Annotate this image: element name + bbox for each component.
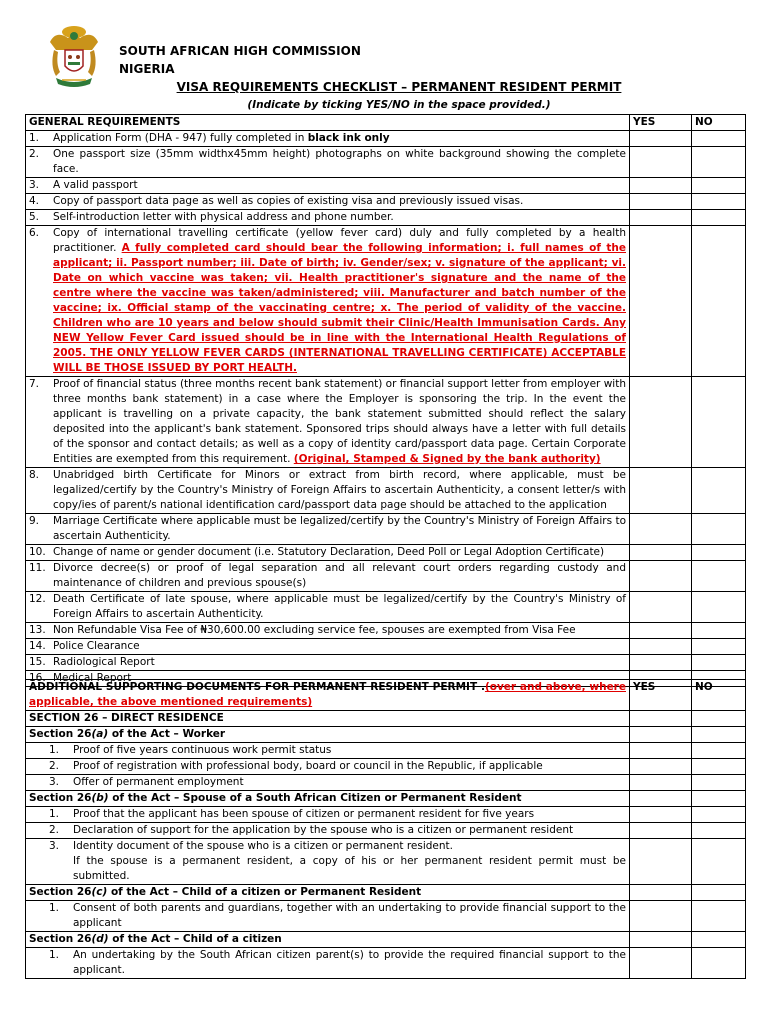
- no-column-header: NO: [692, 115, 746, 131]
- item-text: [53, 468, 626, 513]
- yes-checkbox-cell[interactable]: [630, 194, 692, 210]
- yes-checkbox-cell[interactable]: [630, 711, 692, 727]
- item-number: 1.: [49, 808, 60, 820]
- section-letter: (b): [91, 792, 109, 804]
- additional-heading-text: ADDITIONAL SUPPORTING DOCUMENTS FOR PERMANENT RESIDENT PERMIT .: [29, 681, 485, 693]
- table-row: [26, 623, 746, 639]
- table-row: [26, 775, 746, 791]
- section-prefix: Section 26: [29, 792, 92, 804]
- yes-checkbox-cell[interactable]: [630, 807, 692, 823]
- requirement-cell: [26, 623, 630, 639]
- yes-checkbox-cell[interactable]: [630, 210, 692, 226]
- requirement-cell: [26, 131, 630, 147]
- list-item: [29, 759, 626, 774]
- yes-checkbox-cell[interactable]: [630, 131, 692, 147]
- item-number: 2.: [29, 148, 40, 160]
- section-letter: (c): [91, 886, 108, 898]
- no-checkbox-cell[interactable]: [692, 592, 746, 623]
- no-checkbox-cell[interactable]: [692, 901, 746, 932]
- list-item: [29, 514, 626, 544]
- item-body: Divorce decree(s) or proof of legal separation and all relevant court orders regarding custody and maintenance of children and previous spouse(s): [53, 562, 626, 589]
- requirement-cell: [26, 759, 630, 775]
- section-prefix: Section 26: [29, 728, 92, 740]
- item-number: 11.: [29, 562, 46, 574]
- yes-checkbox-cell[interactable]: [630, 639, 692, 655]
- list-item: [29, 194, 626, 209]
- requirement-cell: [26, 210, 630, 226]
- table-header-row: [26, 680, 746, 711]
- section-title: of the Act – Child of a citizen: [108, 933, 282, 945]
- yes-checkbox-cell[interactable]: [630, 147, 692, 178]
- no-checkbox-cell[interactable]: [692, 759, 746, 775]
- table-row: [26, 468, 746, 514]
- item-body: Proof that the applicant has been spouse of citizen or permanent resident for five years: [73, 808, 535, 820]
- list-item: [29, 545, 626, 560]
- list-item: [29, 210, 626, 225]
- item-body: An undertaking by the South African citizen parent(s) to provide the required financial support to the applicant.: [73, 949, 626, 976]
- list-item: [29, 468, 626, 513]
- list-item: [29, 561, 626, 591]
- requirement-cell: [26, 948, 630, 979]
- yes-checkbox-cell[interactable]: [630, 468, 692, 514]
- requirement-cell: [26, 561, 630, 592]
- table-row: [26, 226, 746, 377]
- item-text: [73, 948, 626, 978]
- table-row: [26, 743, 746, 759]
- item-number: 9.: [29, 515, 40, 527]
- item-body: Death Certificate of late spouse, where applicable must be legalized/certify by the Country's Ministry of Foreign Affairs to ascertain Authenticity.: [53, 593, 626, 620]
- table-row: [26, 592, 746, 623]
- requirement-cell: [26, 545, 630, 561]
- item-number: 15.: [29, 656, 46, 668]
- no-checkbox-cell[interactable]: [692, 807, 746, 823]
- item-text: [73, 743, 626, 758]
- page-subtitle: (Indicate by ticking YES/NO in the space provided.): [247, 99, 551, 111]
- item-body-note: If the spouse is a permanent resident, a copy of his or her permanent resident permit must be submitted.: [73, 855, 626, 882]
- section-heading: [26, 932, 630, 948]
- yes-checkbox-cell[interactable]: [630, 655, 692, 671]
- no-checkbox-cell[interactable]: [692, 839, 746, 885]
- requirement-cell: [26, 468, 630, 514]
- requirement-cell: [26, 514, 630, 545]
- requirement-cell: [26, 194, 630, 210]
- table-row: [26, 131, 746, 147]
- no-column-header: NO: [692, 680, 746, 711]
- no-checkbox-cell[interactable]: [692, 194, 746, 210]
- no-checkbox-cell[interactable]: [692, 226, 746, 377]
- yes-checkbox-cell[interactable]: [630, 839, 692, 885]
- section-title: of the Act – Child of a citizen or Permanent Resident: [107, 886, 422, 898]
- table-row: [26, 545, 746, 561]
- item-body: One passport size (35mm widthx45mm height) photographs on white background showing the complete face.: [53, 148, 626, 175]
- item-number: 3.: [29, 179, 40, 191]
- list-item: [29, 178, 626, 193]
- list-item: [29, 839, 626, 884]
- item-number: 16.: [29, 672, 46, 684]
- list-item: [29, 901, 626, 931]
- requirement-cell: [26, 655, 630, 671]
- item-text: [73, 901, 626, 931]
- yes-checkbox-cell[interactable]: [630, 377, 692, 468]
- section-heading: [26, 791, 630, 807]
- no-checkbox-cell[interactable]: [692, 468, 746, 514]
- item-body: Change of name or gender document (i.e. Statutory Declaration, Deed Poll or Legal Adoption Certificate): [53, 546, 605, 558]
- list-item: [29, 775, 626, 790]
- no-checkbox-cell[interactable]: [692, 791, 746, 807]
- section-heading-row: [26, 932, 746, 948]
- item-text: [53, 561, 626, 591]
- table-row: [26, 210, 746, 226]
- item-number: 14.: [29, 640, 46, 652]
- item-number: 5.: [29, 211, 40, 223]
- item-body: A valid passport: [53, 179, 138, 191]
- table-row: [26, 377, 746, 468]
- table-row: [26, 839, 746, 885]
- no-checkbox-cell[interactable]: [692, 948, 746, 979]
- item-body: Unabridged birth Certificate for Minors or extract from birth record, where applicable, must be legalized/certify by the Country's Ministry of Foreign Affairs to ascertain Authenticity, a consent letter/s with copy/ies of parent/s national identification card/passport data page should be attached to the application: [53, 469, 626, 511]
- item-text: [53, 210, 626, 225]
- no-checkbox-cell[interactable]: [692, 727, 746, 743]
- yes-checkbox-cell[interactable]: [630, 901, 692, 932]
- section-prefix: Section 26: [29, 933, 92, 945]
- no-checkbox-cell[interactable]: [692, 377, 746, 468]
- list-item: [29, 948, 626, 978]
- item-text: [53, 639, 626, 654]
- yes-checkbox-cell[interactable]: [630, 948, 692, 979]
- no-checkbox-cell[interactable]: [692, 932, 746, 948]
- list-item: [29, 655, 626, 670]
- no-checkbox-cell[interactable]: [692, 178, 746, 194]
- yes-checkbox-cell[interactable]: [630, 743, 692, 759]
- no-checkbox-cell[interactable]: [692, 561, 746, 592]
- requirement-cell: [26, 839, 630, 885]
- no-checkbox-cell[interactable]: [692, 655, 746, 671]
- no-checkbox-cell[interactable]: [692, 775, 746, 791]
- item-number: 1.: [49, 744, 60, 756]
- yes-checkbox-cell[interactable]: [630, 932, 692, 948]
- table-row: [26, 823, 746, 839]
- table-row: [26, 194, 746, 210]
- item-body: Non Refundable Visa Fee of ₦30,600.00 excluding service fee, spouses are exempted from Visa Fee: [53, 624, 576, 636]
- item-text: [53, 655, 626, 670]
- list-item: [29, 377, 626, 467]
- item-body: Proof of financial status (three months recent bank statement) or financial support letter from employer with three months bank statement) in a case where the Employer is sponsoring the trip. In the event the applicant is travelling on a private capacity, the bank statement submitted should reflect the salary deposited into the applicant's bank statement. Sponsored trips should always have a letter with full details of the sponsor and contact details; as well as a copy of identity card/passport data page. Certain Corporate Entities are exempted from this requirement.: [53, 378, 626, 465]
- list-item: [29, 743, 626, 758]
- no-checkbox-cell[interactable]: [692, 623, 746, 639]
- item-text: [53, 623, 626, 638]
- item-text: [53, 194, 626, 209]
- yes-checkbox-cell[interactable]: [630, 592, 692, 623]
- item-text: [53, 592, 626, 622]
- item-text: [53, 131, 626, 146]
- item-number: 2.: [49, 760, 60, 772]
- item-text: [53, 377, 626, 467]
- requirement-cell: [26, 592, 630, 623]
- item-number: 7.: [29, 378, 40, 390]
- item-text: [53, 226, 626, 376]
- general-requirements-table: [25, 114, 746, 687]
- item-text: [53, 514, 626, 544]
- item-number: 4.: [29, 195, 40, 207]
- list-item: [29, 131, 626, 146]
- item-warning: A fully completed card should bear the following information; i. full names of the applicant; ii. Passport number; iii. Date of birth; iv. Gender/sex; v. signature of the applicant; vi. Date on which vaccine was taken; vii. Health practitioner's signature and the name of the centre where the vaccine was taken/administered; viii. Manufacturer and batch number of the vaccine; ix. Official stamp of the vaccinating centre; x. The period of validity of the vaccine. Children who are 10 years and below should submit their Clinic/Health Immunisation Cards. Any NEW Yellow Fever Card issued should be in line with the International Health Regulations of 2005. THE ONLY YELLOW FEVER CARDS (INTERNATIONAL TRAVELLING CERTIFICATE) ACCEPTABLE WILL BE THOSE ISSUED BY PORT HEALTH.: [53, 242, 626, 374]
- item-body: Self-introduction letter with physical address and phone number.: [53, 211, 394, 223]
- item-number: 1.: [49, 949, 60, 961]
- item-number: 3.: [49, 776, 60, 788]
- item-text: [53, 147, 626, 177]
- item-number: 8.: [29, 469, 40, 481]
- item-body: Application Form (DHA - 947) fully completed in: [53, 132, 308, 144]
- section-heading-row: [26, 885, 746, 901]
- table-row: [26, 561, 746, 592]
- page-title: VISA REQUIREMENTS CHECKLIST – PERMANENT RESIDENT PERMIT: [176, 80, 622, 94]
- no-checkbox-cell[interactable]: [692, 131, 746, 147]
- item-text: [73, 823, 626, 838]
- list-item: [29, 226, 626, 376]
- table-row: [26, 948, 746, 979]
- section-letter: (d): [91, 933, 109, 945]
- item-body: Consent of both parents and guardians, together with an undertaking to provide financial support to the applicant: [73, 902, 626, 929]
- item-number: 1.: [29, 132, 40, 144]
- requirement-cell: [26, 775, 630, 791]
- no-checkbox-cell[interactable]: [692, 147, 746, 178]
- yes-checkbox-cell[interactable]: [630, 759, 692, 775]
- no-checkbox-cell[interactable]: [692, 514, 746, 545]
- item-text: [73, 839, 626, 884]
- yes-checkbox-cell[interactable]: [630, 226, 692, 377]
- requirement-cell: [26, 807, 630, 823]
- item-body: Marriage Certificate where applicable must be legalized/certify by the Country's Ministry of Foreign Affairs to ascertain Authenticity.: [53, 515, 626, 542]
- no-checkbox-cell[interactable]: [692, 711, 746, 727]
- item-body: Medical Report: [53, 672, 132, 684]
- section-heading-row: [26, 727, 746, 743]
- no-checkbox-cell[interactable]: [692, 639, 746, 655]
- list-item: [29, 623, 626, 638]
- requirement-cell: [26, 178, 630, 194]
- no-checkbox-cell[interactable]: [692, 823, 746, 839]
- requirement-cell: [26, 226, 630, 377]
- org-country: NIGERIA: [119, 62, 175, 76]
- item-emphasis: black ink only: [307, 132, 390, 144]
- yes-checkbox-cell[interactable]: [630, 514, 692, 545]
- section-heading: [26, 727, 630, 743]
- table-row: [26, 807, 746, 823]
- org-name: SOUTH AFRICAN HIGH COMMISSION: [119, 44, 361, 58]
- table-row: [26, 147, 746, 178]
- additional-heading-note: (over and above, where applicable, the above mentioned requirements): [29, 681, 626, 708]
- table-row: [26, 901, 746, 932]
- item-text: [73, 759, 626, 774]
- yes-checkbox-cell[interactable]: [630, 823, 692, 839]
- no-checkbox-cell[interactable]: [692, 545, 746, 561]
- requirement-cell: [26, 639, 630, 655]
- section-title: of the Act – Worker: [108, 728, 226, 740]
- table-row: [26, 514, 746, 545]
- section-title: of the Act – Spouse of a South African Citizen or Permanent Resident: [108, 792, 522, 804]
- item-text: [73, 775, 626, 790]
- item-body: Proof of five years continuous work permit status: [73, 744, 332, 756]
- table-row: [26, 639, 746, 655]
- yes-checkbox-cell[interactable]: [630, 775, 692, 791]
- item-number: 1.: [49, 902, 60, 914]
- list-item: [29, 639, 626, 654]
- additional-documents-table: [25, 679, 746, 979]
- additional-heading: [26, 680, 630, 711]
- item-text: [53, 178, 626, 193]
- list-item: [29, 823, 626, 838]
- section-heading-row: [26, 791, 746, 807]
- yes-column-header: YES: [630, 115, 692, 131]
- section-26-heading: SECTION 26 – DIRECT RESIDENCE: [26, 711, 630, 727]
- section-letter: (a): [91, 728, 109, 740]
- item-body: Police Clearance: [53, 640, 140, 652]
- list-item: [29, 807, 626, 822]
- item-body: Identity document of the spouse who is a citizen or permanent resident.: [73, 840, 453, 852]
- item-warning: (Original, Stamped & Signed by the bank authority): [293, 453, 601, 465]
- table-row: [26, 655, 746, 671]
- table-row: [26, 178, 746, 194]
- list-item: [29, 147, 626, 177]
- no-checkbox-cell[interactable]: [692, 210, 746, 226]
- requirement-cell: [26, 377, 630, 468]
- section-heading: [26, 885, 630, 901]
- section-row: [26, 711, 746, 727]
- requirement-cell: [26, 823, 630, 839]
- table-row: [26, 759, 746, 775]
- item-body: Copy of passport data page as well as copies of existing visa and previously issued visas.: [53, 195, 524, 207]
- yes-checkbox-cell[interactable]: [630, 623, 692, 639]
- yes-checkbox-cell[interactable]: [630, 727, 692, 743]
- item-body: Copy of international travelling certificate (yellow fever card) duly and fully completed by a health practitioner.: [53, 227, 626, 254]
- no-checkbox-cell[interactable]: [692, 885, 746, 901]
- item-number: 2.: [49, 824, 60, 836]
- requirement-cell: [26, 147, 630, 178]
- item-number: 10.: [29, 546, 46, 558]
- list-item: [29, 592, 626, 622]
- item-number: 6.: [29, 227, 40, 239]
- no-checkbox-cell[interactable]: [692, 743, 746, 759]
- item-number: 13.: [29, 624, 46, 636]
- yes-checkbox-cell[interactable]: [630, 791, 692, 807]
- yes-checkbox-cell[interactable]: [630, 545, 692, 561]
- item-body: Radiological Report: [53, 656, 155, 668]
- item-text: [73, 807, 626, 822]
- requirement-cell: [26, 901, 630, 932]
- item-body: Declaration of support for the application by the spouse who is a citizen or permanent resident: [73, 824, 574, 836]
- yes-checkbox-cell[interactable]: [630, 178, 692, 194]
- item-body: Proof of registration with professional body, board or council in the Republic, if applicable: [73, 760, 543, 772]
- section-prefix: Section 26: [29, 886, 92, 898]
- yes-checkbox-cell[interactable]: [630, 561, 692, 592]
- item-body: Offer of permanent employment: [73, 776, 244, 788]
- item-number: 3.: [49, 840, 60, 852]
- table-header-row: [26, 115, 746, 131]
- item-number: 12.: [29, 593, 46, 605]
- item-text: [53, 545, 626, 560]
- yes-column-header: YES: [630, 680, 692, 711]
- yes-checkbox-cell[interactable]: [630, 885, 692, 901]
- general-heading: GENERAL REQUIREMENTS: [26, 115, 630, 131]
- requirement-cell: [26, 743, 630, 759]
